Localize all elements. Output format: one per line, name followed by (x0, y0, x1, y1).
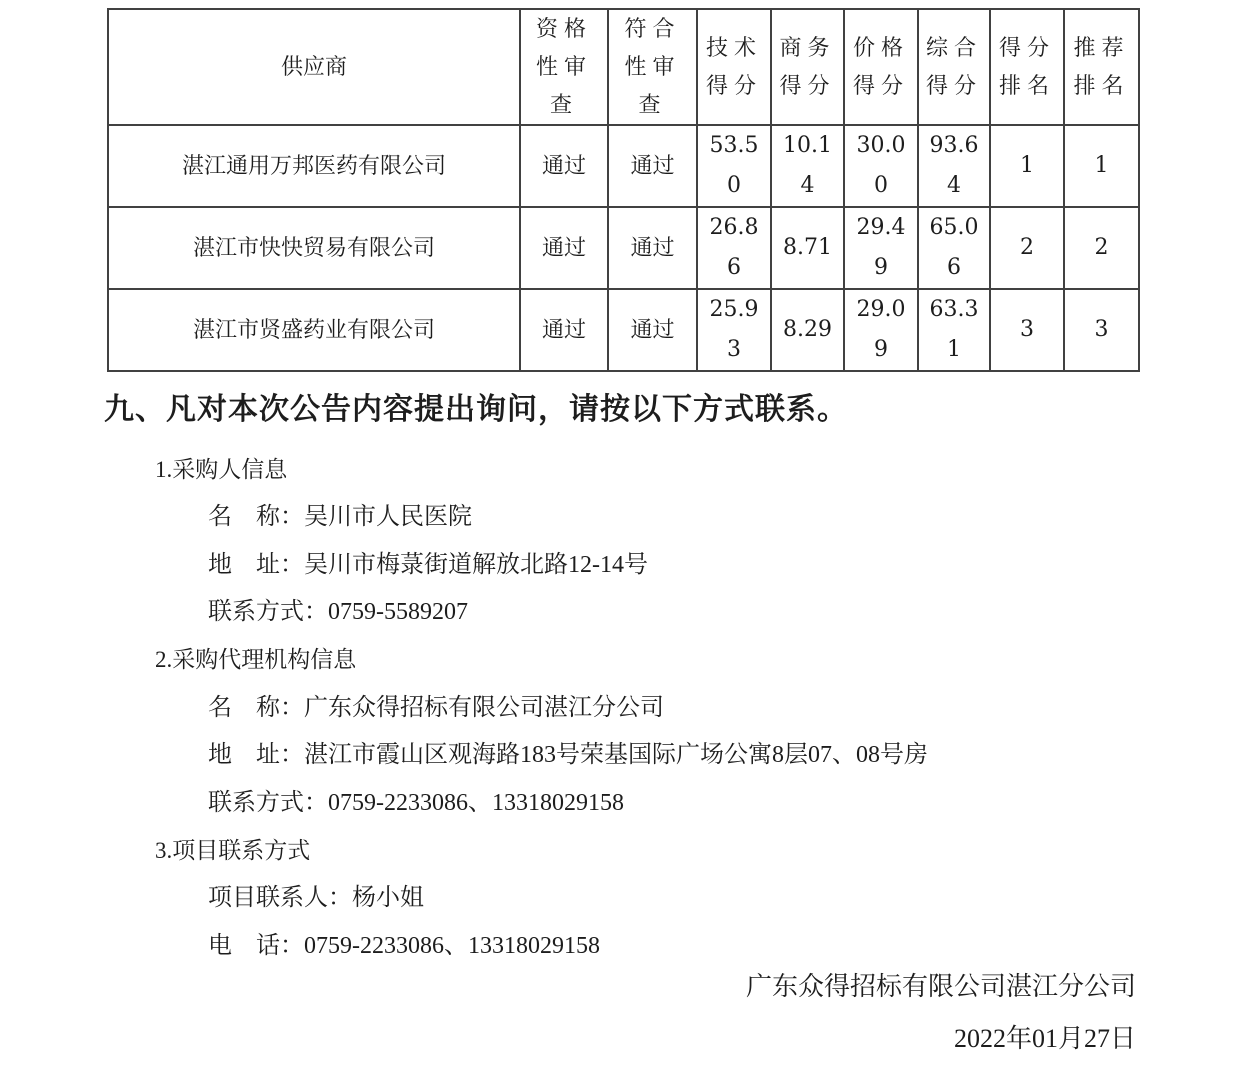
col-header-compliance-review: 符合性审查 (608, 9, 697, 125)
recommended-rank-cell: 3 (1064, 289, 1139, 371)
purchaser-contact-line: 联系方式：0759-5589207 (208, 599, 468, 625)
qualification-review-cell: 通过 (520, 207, 608, 289)
col-header-price-score: 价格得分 (844, 9, 918, 125)
compliance-review-cell: 通过 (608, 125, 697, 207)
project-contact-person-line: 项目联系人：杨小姐 (208, 885, 424, 911)
project-contact-title: 3.项目联系方式 (155, 838, 311, 863)
technical-score-cell: 26.86 (697, 207, 771, 289)
supplier-name-cell: 湛江市贤盛药业有限公司 (108, 289, 520, 371)
score-rank-cell: 1 (990, 125, 1064, 207)
comprehensive-score-cell: 93.64 (918, 125, 990, 207)
comprehensive-score-cell: 65.06 (918, 207, 990, 289)
purchaser-address-line: 地 址：吴川市梅菉街道解放北路12-14号 (208, 552, 648, 578)
purchaser-name-line: 名 称：吴川市人民医院 (208, 504, 472, 530)
col-header-technical-score: 技术得分 (697, 9, 771, 125)
technical-score-cell: 53.50 (697, 125, 771, 207)
agency-address-line: 地 址：湛江市霞山区观海路183号荣基国际广场公寓8层07、08号房 (208, 742, 928, 768)
score-rank-cell: 2 (990, 207, 1064, 289)
price-score-cell: 29.09 (844, 289, 918, 371)
col-header-score-rank: 得分排名 (990, 9, 1064, 125)
price-score-cell: 30.00 (844, 125, 918, 207)
score-rank-cell: 3 (990, 289, 1064, 371)
project-phone-line: 电 话：0759-2233086、13318029158 (208, 933, 600, 959)
agency-contact-line: 联系方式：0759-2233086、13318029158 (208, 790, 624, 816)
business-score-cell: 10.14 (771, 125, 844, 207)
supplier-evaluation-table (107, 8, 1140, 372)
recommended-rank-cell: 2 (1064, 207, 1139, 289)
business-score-cell: 8.29 (771, 289, 844, 371)
comprehensive-score-cell: 63.31 (918, 289, 990, 371)
signature-date: 2022年01月27日 (953, 1024, 1136, 1053)
table-header-row (108, 9, 1139, 125)
section-heading: 九、凡对本次公告内容提出询问，请按以下方式联系。 (104, 393, 848, 426)
supplier-row-1 (108, 125, 1139, 207)
compliance-review-cell: 通过 (608, 289, 697, 371)
qualification-review-cell: 通过 (520, 125, 608, 207)
recommended-rank-cell: 1 (1064, 125, 1139, 207)
supplier-name-cell: 湛江通用万邦医药有限公司 (108, 125, 520, 207)
supplier-row-2 (108, 207, 1139, 289)
col-header-business-score: 商务得分 (771, 9, 844, 125)
purchaser-info-title: 1.采购人信息 (155, 457, 288, 482)
agency-name-line: 名 称：广东众得招标有限公司湛江分公司 (208, 695, 664, 721)
col-header-supplier: 供应商 (108, 9, 520, 125)
qualification-review-cell: 通过 (520, 289, 608, 371)
supplier-row-3 (108, 289, 1139, 371)
business-score-cell: 8.71 (771, 207, 844, 289)
supplier-name-cell: 湛江市快快贸易有限公司 (108, 207, 520, 289)
col-header-qualification-review: 资格性审查 (520, 9, 608, 125)
signature-company: 广东众得招标有限公司湛江分公司 (745, 972, 1136, 1001)
compliance-review-cell: 通过 (608, 207, 697, 289)
agency-info-title: 2.采购代理机构信息 (155, 647, 357, 672)
col-header-recommended-rank: 推荐排名 (1064, 9, 1139, 125)
col-header-comprehensive-score: 综合得分 (918, 9, 990, 125)
technical-score-cell: 25.93 (697, 289, 771, 371)
price-score-cell: 29.49 (844, 207, 918, 289)
